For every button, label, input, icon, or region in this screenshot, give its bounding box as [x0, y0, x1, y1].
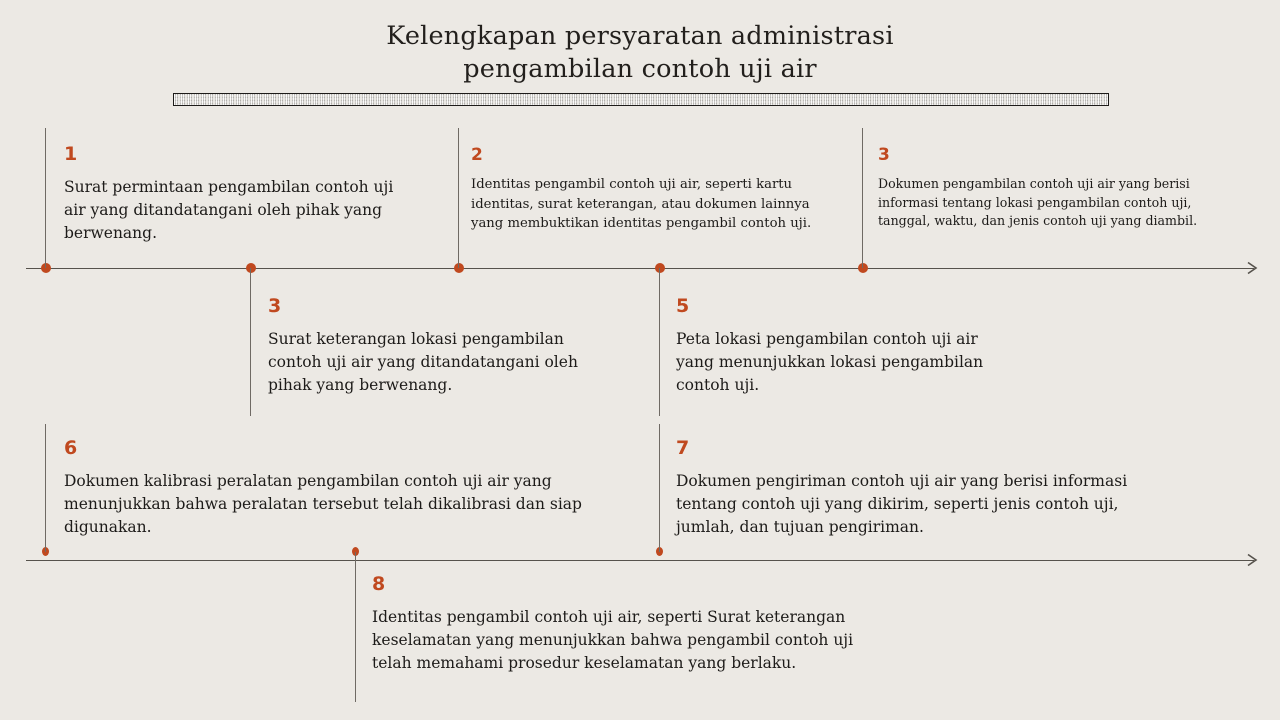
timeline-entry-2 — [471, 145, 816, 234]
timeline-entry-8-number: 8 — [372, 573, 386, 595]
timeline-entry-2-text: Identitas pengambil contoh uji air, seperti kartu identitas, surat keterangan, atau dokumen lainnya yang membuktikan identitas pengambil contoh uji. — [471, 177, 812, 231]
page-title-line-1: Kelengkapan persyaratan administrasi — [386, 21, 894, 51]
timeline-entry-7 — [676, 438, 1176, 539]
timeline-entry-4 — [268, 296, 598, 397]
connector-stem-4 — [250, 268, 251, 416]
timeline-entry-5-number: 5 — [676, 295, 690, 317]
timeline-entry-1-number: 1 — [64, 143, 78, 165]
connector-stem-3 — [862, 128, 863, 268]
timeline-entry-3 — [878, 145, 1238, 231]
timeline-entry-5-text: Peta lokasi pengambilan contoh uji air yang menunjukkan lokasi pengambilan contoh uji. — [676, 330, 984, 394]
timeline-entry-8 — [372, 574, 892, 675]
timeline-entry-6 — [64, 438, 604, 539]
timeline-entry-3-text: Dokumen pengambilan contoh uji air yang berisi informasi tentang lokasi pengambilan contoh uji, tanggal, waktu, dan jenis contoh uji yang diambil. — [878, 176, 1198, 228]
timeline-entry-7-number: 7 — [676, 437, 690, 459]
connector-stem-2 — [458, 128, 459, 268]
timeline-entry-6-text: Dokumen kalibrasi peralatan pengambilan contoh uji air yang menunjukkan bahwa peralatan tersebut telah dikalibrasi dan siap digunakan. — [64, 472, 582, 536]
page-title — [0, 20, 1280, 86]
timeline-axis-top — [26, 268, 1254, 269]
timeline-entry-1-text: Surat permintaan pengambilan contoh uji air yang ditandatangani oleh pihak yang berwenang. — [64, 178, 394, 242]
timeline-axis-bottom — [26, 560, 1254, 561]
connector-stem-5 — [659, 268, 660, 416]
connector-stem-6 — [45, 424, 46, 552]
timeline-entry-4-text: Surat keterangan lokasi pengambilan contoh uji air yang ditandatangani oleh pihak yang berwenang. — [268, 330, 578, 394]
timeline-entry-2-number: 2 — [471, 145, 483, 165]
timeline-entry-5 — [676, 296, 1006, 397]
timeline-entry-3-number: 3 — [878, 145, 890, 165]
decorative-divider-bar — [173, 93, 1109, 106]
timeline-entry-7-text: Dokumen pengiriman contoh uji air yang berisi informasi tentang contoh uji yang dikirim, seperti jenis contoh uji, jumlah, dan tujuan pengiriman. — [676, 472, 1128, 536]
connector-stem-1 — [45, 128, 46, 268]
timeline-entry-6-number: 6 — [64, 437, 78, 459]
page-title-line-2: pengambilan contoh uji air — [463, 54, 817, 84]
connector-stem-7 — [659, 424, 660, 552]
timeline-entry-1 — [64, 144, 414, 245]
timeline-entry-8-text: Identitas pengambil contoh uji air, seperti Surat keterangan keselamatan yang menunjukkan bahwa pengambil contoh uji telah memahami prosedur keselamatan yang berlaku. — [372, 608, 854, 672]
timeline-arrow-bottom-icon — [1246, 553, 1260, 567]
timeline-entry-4-number: 3 — [268, 295, 282, 317]
timeline-arrow-top-icon — [1246, 261, 1260, 275]
connector-stem-8 — [355, 552, 356, 702]
